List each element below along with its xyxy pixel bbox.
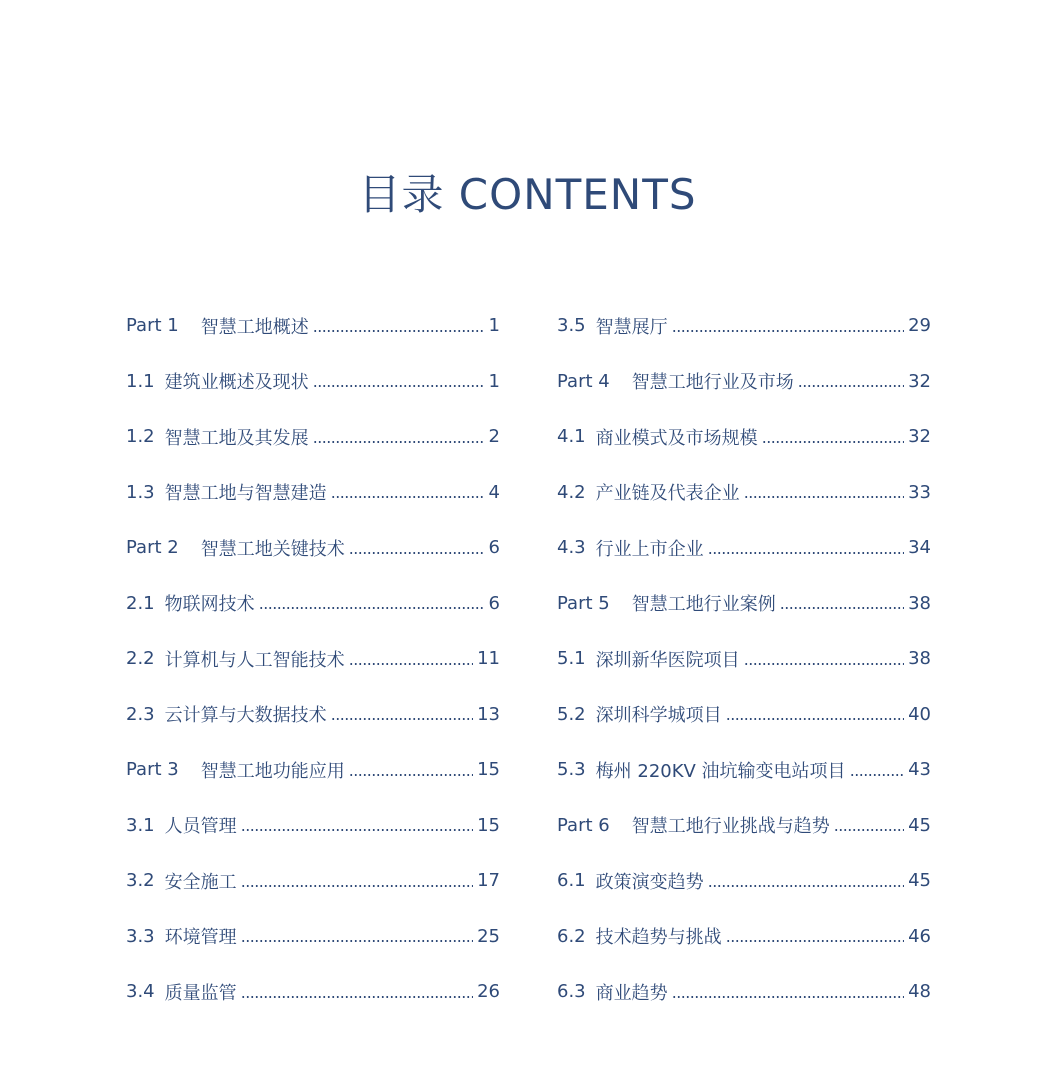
dot-leader — [726, 939, 904, 943]
toc-entry-number: 6.1 — [557, 870, 586, 892]
toc-entry-label: 智慧展厅 — [595, 316, 668, 338]
toc-entry-number: 2.3 — [126, 703, 155, 725]
toc-entry[interactable] — [126, 354, 500, 410]
dot-leader — [834, 828, 904, 832]
dot-leader — [241, 995, 473, 999]
toc-entry-label: 智慧工地行业案例 — [631, 594, 776, 616]
dot-leader — [259, 606, 485, 610]
toc-entry-number: 5.1 — [557, 648, 586, 670]
toc-entry-page-number: 32 — [908, 370, 931, 392]
toc-entry[interactable] — [557, 964, 931, 1020]
toc-entry-number: Part 3 — [126, 759, 179, 781]
toc-entry-label: 智慧工地关键技术 — [200, 538, 345, 560]
toc-entry-number: 4.2 — [557, 481, 586, 503]
dot-leader — [762, 440, 904, 444]
toc-entry-page-number: 33 — [908, 481, 931, 503]
toc-entry-number: 3.1 — [126, 814, 155, 836]
toc-entry[interactable] — [557, 687, 931, 743]
toc-entry-number: 6.2 — [557, 925, 586, 947]
toc-entry-label: 梅州 220KV 油坑输变电站项目 — [595, 760, 846, 782]
toc-entry[interactable] — [557, 520, 931, 576]
toc-part-entry[interactable] — [126, 520, 500, 576]
dot-leader — [708, 884, 904, 888]
toc-entry[interactable] — [126, 465, 500, 521]
toc-entry-number: 4.3 — [557, 537, 586, 559]
toc-entry-label: 计算机与人工智能技术 — [164, 649, 345, 671]
toc-entry-page-number: 48 — [908, 981, 931, 1003]
page-title: 目录 CONTENTS — [358, 170, 697, 219]
toc-entry-label: 物联网技术 — [164, 594, 255, 616]
toc-entry-label: 智慧工地与智慧建造 — [164, 483, 327, 505]
toc-entry-page-number: 6 — [488, 537, 500, 559]
toc-entry-number: 1.1 — [126, 370, 155, 392]
toc-entry-page-number: 25 — [477, 925, 500, 947]
dot-leader — [331, 495, 485, 499]
toc-entry-page-number: 15 — [477, 814, 500, 836]
toc-entry-number: 3.2 — [126, 870, 155, 892]
dot-leader — [798, 384, 904, 388]
toc-entry-page-number: 1 — [488, 370, 500, 392]
toc-entry-page-number: 38 — [908, 592, 931, 614]
toc-entry-label: 云计算与大数据技术 — [164, 705, 327, 727]
toc-part-entry[interactable] — [557, 354, 931, 410]
dot-leader — [349, 551, 485, 555]
toc-entry-page-number: 32 — [908, 426, 931, 448]
dot-leader — [313, 329, 485, 333]
toc-entry-label: 安全施工 — [164, 871, 237, 893]
toc-entry-label: 质量监管 — [164, 982, 237, 1004]
toc-part-entry[interactable] — [126, 298, 500, 354]
toc-entry-label: 人员管理 — [164, 816, 237, 838]
toc-right-column — [557, 298, 931, 1020]
toc-entry-label: 商业趋势 — [595, 982, 668, 1004]
toc-part-entry[interactable] — [126, 742, 500, 798]
dot-leader — [331, 717, 473, 721]
toc-entry-page-number: 34 — [908, 537, 931, 559]
toc-entry[interactable] — [126, 576, 500, 632]
dot-leader — [241, 884, 473, 888]
dot-leader — [744, 662, 904, 666]
toc-entry-number: Part 2 — [126, 537, 179, 559]
dot-leader — [241, 828, 473, 832]
toc-entry-number: 6.3 — [557, 981, 586, 1003]
toc-entry-page-number: 4 — [488, 481, 500, 503]
dot-leader — [744, 495, 904, 499]
toc-entry-page-number: 1 — [488, 315, 500, 337]
toc-entry-label: 政策演变趋势 — [595, 871, 704, 893]
toc-entry-page-number: 40 — [908, 703, 931, 725]
toc-entry[interactable] — [126, 687, 500, 743]
toc-entry-number: Part 1 — [126, 315, 179, 337]
toc-entry-label: 深圳新华医院项目 — [595, 649, 740, 671]
toc-entry-number: 5.2 — [557, 703, 586, 725]
toc-entry-label: 智慧工地行业及市场 — [631, 372, 794, 394]
toc-entry-page-number: 29 — [908, 315, 931, 337]
toc-entry-page-number: 45 — [908, 814, 931, 836]
dot-leader — [672, 995, 904, 999]
toc-entry[interactable] — [557, 631, 931, 687]
toc-entry-page-number: 26 — [477, 981, 500, 1003]
dot-leader — [313, 440, 485, 444]
dot-leader — [726, 717, 904, 721]
toc-entry-label: 环境管理 — [164, 927, 237, 949]
toc-entry-number: 2.1 — [126, 592, 155, 614]
toc-entry-page-number: 11 — [477, 648, 500, 670]
toc-entry-page-number: 6 — [488, 592, 500, 614]
toc-entry[interactable] — [557, 298, 931, 354]
toc-entry-number: Part 5 — [557, 592, 610, 614]
toc-entry[interactable] — [126, 409, 500, 465]
dot-leader — [672, 329, 904, 333]
toc-entry-number: 4.1 — [557, 426, 586, 448]
toc-entry-number: 3.5 — [557, 315, 586, 337]
toc-entry-label: 建筑业概述及现状 — [164, 372, 309, 394]
toc-entry[interactable] — [126, 964, 500, 1020]
toc-entry[interactable] — [557, 465, 931, 521]
toc-entry-page-number: 13 — [477, 703, 500, 725]
toc-entry[interactable] — [557, 909, 931, 965]
toc-entry-label: 商业模式及市场规模 — [595, 427, 758, 449]
toc-part-entry[interactable] — [557, 798, 931, 854]
toc-entry[interactable] — [557, 853, 931, 909]
toc-entry-page-number: 15 — [477, 759, 500, 781]
toc-entry-label: 智慧工地概述 — [200, 316, 309, 338]
toc-entry-label: 智慧工地行业挑战与趋势 — [631, 816, 830, 838]
toc-entry-number: Part 6 — [557, 814, 610, 836]
toc-entry-label: 智慧工地及其发展 — [164, 427, 309, 449]
toc-entry-page-number: 43 — [908, 759, 931, 781]
dot-leader — [313, 384, 485, 388]
toc-entry[interactable] — [126, 798, 500, 854]
dot-leader — [708, 551, 904, 555]
toc-entry-number: 1.2 — [126, 426, 155, 448]
toc-entry[interactable] — [126, 631, 500, 687]
toc-entry-page-number: 2 — [488, 426, 500, 448]
dot-leader — [850, 773, 905, 777]
toc-entry-label: 深圳科学城项目 — [595, 705, 722, 727]
dot-leader — [241, 939, 473, 943]
toc-entry-page-number: 46 — [908, 925, 931, 947]
toc-entry[interactable] — [126, 853, 500, 909]
toc-entry-label: 智慧工地功能应用 — [200, 760, 345, 782]
toc-entry[interactable] — [557, 742, 931, 798]
toc-left-column — [126, 298, 500, 1020]
toc-entry-page-number: 17 — [477, 870, 500, 892]
toc-entry-label: 行业上市企业 — [595, 538, 704, 560]
toc-entry-label: 产业链及代表企业 — [595, 483, 740, 505]
toc-entry-number: 2.2 — [126, 648, 155, 670]
dot-leader — [349, 662, 473, 666]
toc-entry[interactable] — [126, 909, 500, 965]
dot-leader — [780, 606, 904, 610]
dot-leader — [349, 773, 473, 777]
toc-entry-number: 3.3 — [126, 925, 155, 947]
toc-entry[interactable] — [557, 409, 931, 465]
toc-entry-number: 3.4 — [126, 981, 155, 1003]
toc-part-entry[interactable] — [557, 576, 931, 632]
toc-entry-page-number: 45 — [908, 870, 931, 892]
toc-entry-page-number: 38 — [908, 648, 931, 670]
toc-entry-label: 技术趋势与挑战 — [595, 927, 722, 949]
toc-entry-number: 5.3 — [557, 759, 586, 781]
toc-entry-number: Part 4 — [557, 370, 610, 392]
toc-entry-number: 1.3 — [126, 481, 155, 503]
